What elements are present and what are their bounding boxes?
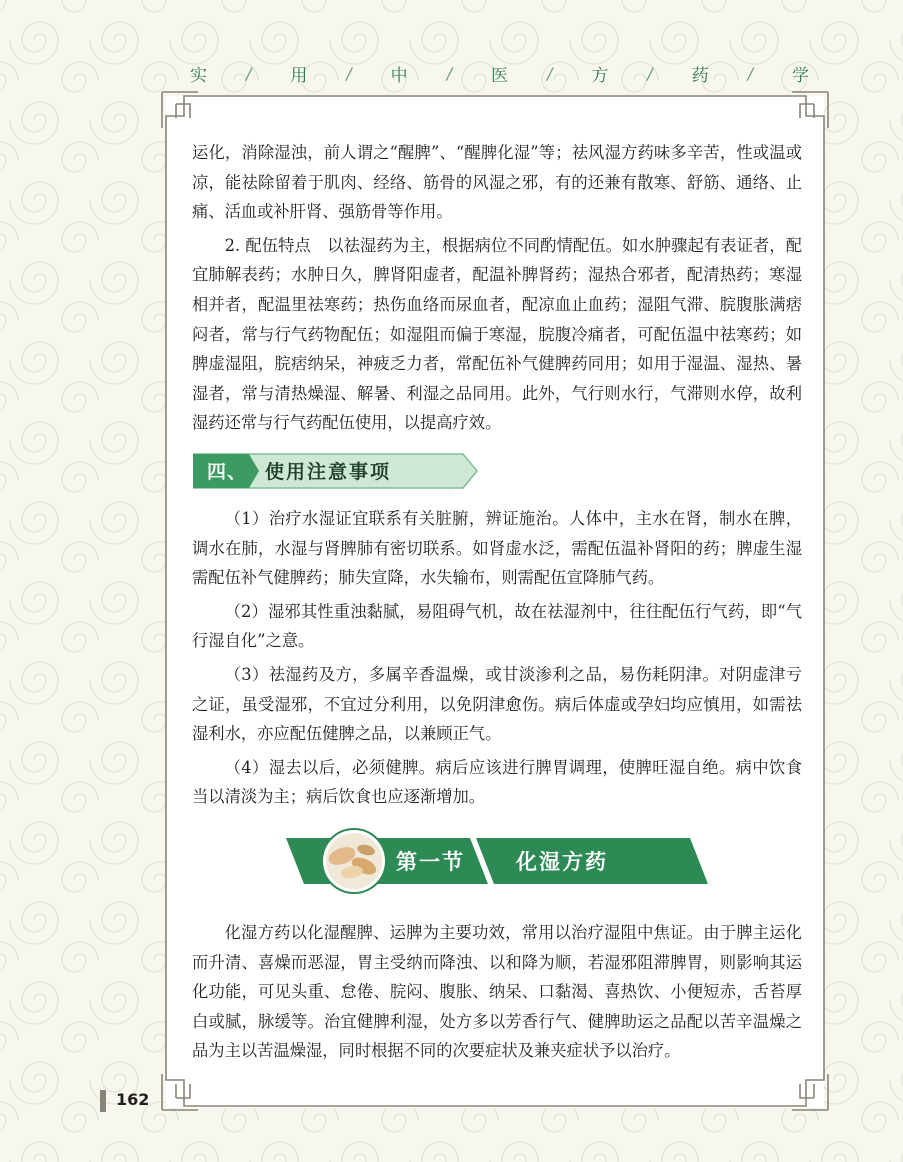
chapter-banner <box>276 826 716 896</box>
text-block-top <box>192 138 802 438</box>
herb-image <box>326 833 382 889</box>
page-number-mark <box>100 1090 106 1112</box>
header-char: 药 <box>691 65 710 86</box>
header-separator: / <box>546 63 554 83</box>
header-char: 医 <box>490 65 509 86</box>
header-char: 中 <box>390 65 409 86</box>
section-title: 使用注意事项 <box>265 461 392 483</box>
header-separator: / <box>747 63 754 83</box>
paragraph: 化湿方药以化湿醒脾、运脾为主要功效，常用以治疗湿阻中焦证。由于脾主运化而升清、喜燥而恶湿，胃主受纳而降浊、以和降为顺，若湿邪阻滞脾胃，则影响其运化功能，可见头重、怠倦、脘闷、腹胀、纳呆、口黏渴、喜热饮、小便短赤，舌苔厚白或腻，脉缓等。治宜健脾利湿，处方多以芳香行气、健脾助运之品配以苦辛温燥之品为主以苦温燥湿，同时根据不同的次要症状及兼夹症状予以治疗。 <box>192 923 802 1061</box>
section-heading <box>193 452 483 490</box>
text-block-notes <box>192 504 802 812</box>
header-char: 实 <box>190 65 208 86</box>
header-separator: / <box>245 63 253 83</box>
paragraph: 运化，消除湿浊，前人谓之“醒脾”、“醒脾化湿”等；祛风湿方药味多辛苦，性或温或凉，能祛除留着于肌肉、经络、筋骨的风湿之邪，有的还兼有散寒、舒筋、通络、止痛、活血或补肝肾、强筋骨等作用。 <box>192 143 802 222</box>
chapter-section-number: 第一节 <box>396 850 465 874</box>
header-char: 学 <box>791 65 810 86</box>
chapter-title: 化湿方药 <box>516 850 608 874</box>
text-block-bottom <box>192 918 802 1066</box>
header-separator: / <box>647 63 654 83</box>
page-number: 162 <box>116 1090 150 1109</box>
header-separator: / <box>346 63 353 83</box>
paragraph: （2）湿邪其性重浊黏腻，易阻碍气机，故在祛湿剂中，往往配伍行气药，即“气行湿自化”之意。 <box>192 601 802 651</box>
paragraph: 2. 配伍特点 以祛湿药为主，根据病位不同酌情配伍。如水肿骤起有表证者，配宜肺解表药；水肿日久，脾肾阳虚者，配温补脾肾药；湿热合邪者，配清热药；寒湿相并者，配温里祛寒药；热伤血络而尿血者，配凉血止血药；湿阻气滞、脘腹胀满痞闷者，常与行气药物配伍；如湿阻而偏于寒湿，脘腹冷痛者，可配伍温中祛寒药；如脾虚湿阻，脘痞纳呆，神疲乏力者，常配伍补气健脾药同用；如用于湿温、湿热、暑湿者，常与清热燥湿、解暑、利湿之品同用。此外，气行则水行，气滞则水停，故利湿药还常与行气药配伍使用，以提高疗效。 <box>192 235 802 433</box>
chapter-banner-shape <box>276 826 716 896</box>
header-separator: / <box>446 63 454 83</box>
section-number: 四、 <box>207 461 248 483</box>
paragraph: （4）湿去以后，必须健脾。病后应该进行脾胃调理，使脾旺湿自绝。病中饮食当以清淡为主；病后饮食也应逐渐增加。 <box>192 757 802 807</box>
paragraph: （1）治疗水湿证宜联系有关脏腑，辨证施治。人体中，主水在肾，制水在脾，调水在肺，水湿与肾脾肺有密切联系。如肾虚水泛，需配伍温补肾阳的药；脾虚生湿需配伍补气健脾药；肺失宣降，水失输布，则需配伍宣降肺气药。 <box>192 509 802 588</box>
header-char: 方 <box>591 65 610 86</box>
header-char: 用 <box>290 65 309 86</box>
running-header <box>190 58 810 88</box>
paragraph: （3）祛湿药及方，多属辛香温燥，或甘淡渗利之品，易伤耗阴津。对阴虚津亏之证，虽受湿邪，不宜过分利用，以免阴津愈伤。病后体虚或孕妇均应慎用，如需祛湿利水，亦应配伍健脾之品，以兼顾正气。 <box>192 664 802 744</box>
